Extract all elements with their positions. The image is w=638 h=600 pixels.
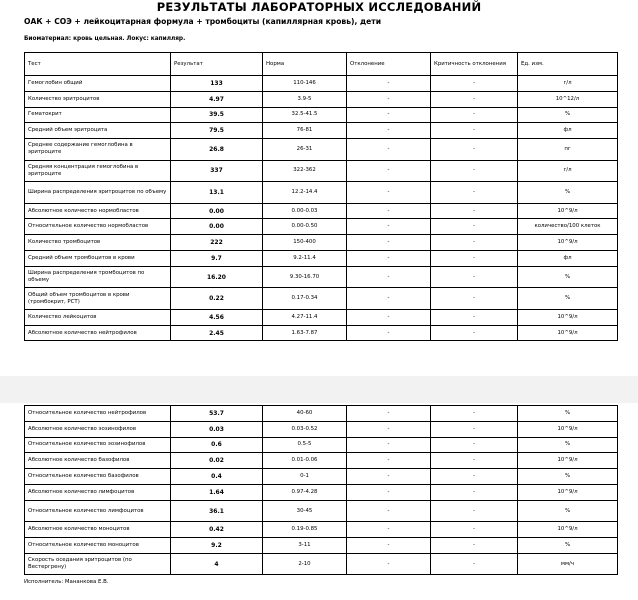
- page-break: [0, 376, 638, 403]
- results-table-part-2: [24, 405, 618, 575]
- cell-criticality: -: [431, 160, 518, 182]
- cell-unit: 10^9/л: [518, 325, 618, 341]
- table-row: [25, 251, 618, 267]
- table-row: [25, 553, 618, 575]
- cell-criticality: -: [431, 309, 518, 325]
- table-header-row: [25, 53, 618, 76]
- cell-result: 9.2: [171, 538, 263, 554]
- cell-criticality: -: [431, 182, 518, 204]
- cell-test: Абсолютное количество лимфоцитов: [25, 484, 171, 500]
- cell-test: Ширина распределения тромбоцитов по объему: [25, 266, 171, 288]
- cell-result: 337: [171, 160, 263, 182]
- cell-norm: 0-1: [263, 469, 347, 485]
- cell-test: Относительное количество эозинофилов: [25, 437, 171, 453]
- cell-criticality: -: [431, 538, 518, 554]
- cell-deviation: -: [347, 500, 431, 522]
- cell-criticality: -: [431, 325, 518, 341]
- cell-deviation: -: [347, 107, 431, 123]
- cell-criticality: -: [431, 123, 518, 139]
- cell-test: Абсолютное количество моноцитов: [25, 522, 171, 538]
- cell-norm: 32.5-41.5: [263, 107, 347, 123]
- cell-test: Абсолютное количество базофилов: [25, 453, 171, 469]
- cell-deviation: -: [347, 219, 431, 235]
- cell-criticality: -: [431, 553, 518, 575]
- cell-deviation: -: [347, 235, 431, 251]
- cell-criticality: -: [431, 406, 518, 422]
- cell-unit: пг: [518, 139, 618, 161]
- table-row: [25, 437, 618, 453]
- cell-criticality: -: [431, 421, 518, 437]
- cell-result: 4: [171, 553, 263, 575]
- cell-criticality: -: [431, 139, 518, 161]
- cell-test: Количество тромбоцитов: [25, 235, 171, 251]
- cell-norm: 26-31: [263, 139, 347, 161]
- cell-deviation: -: [347, 325, 431, 341]
- cell-test: Относительное количество лимфоцитов: [25, 500, 171, 522]
- cell-criticality: -: [431, 76, 518, 92]
- table-row: [25, 266, 618, 288]
- cell-unit: %: [518, 266, 618, 288]
- cell-deviation: -: [347, 288, 431, 310]
- cell-test: Абсолютное количество эозинофилов: [25, 421, 171, 437]
- cell-norm: 322-362: [263, 160, 347, 182]
- cell-deviation: -: [347, 251, 431, 267]
- cell-criticality: -: [431, 219, 518, 235]
- cell-deviation: -: [347, 484, 431, 500]
- cell-unit: 10^9/л: [518, 522, 618, 538]
- cell-test: Средняя концентрация гемоглобина в эритроците: [25, 160, 171, 182]
- cell-result: 79.5: [171, 123, 263, 139]
- cell-norm: 110-146: [263, 76, 347, 92]
- cell-result: 53.7: [171, 406, 263, 422]
- results-table-part-1: [24, 52, 618, 341]
- cell-test: Средний объем эритроцита: [25, 123, 171, 139]
- cell-unit: %: [518, 406, 618, 422]
- cell-result: 9.7: [171, 251, 263, 267]
- cell-unit: 10^9/л: [518, 421, 618, 437]
- table-row: [25, 325, 618, 341]
- cell-norm: 76-81: [263, 123, 347, 139]
- column-header-norm: Норма: [263, 53, 347, 76]
- cell-deviation: -: [347, 91, 431, 107]
- cell-norm: 1.63-7.87: [263, 325, 347, 341]
- column-header-deviation: Отклонение: [347, 53, 431, 76]
- cell-norm: 0.17-0.34: [263, 288, 347, 310]
- cell-deviation: -: [347, 160, 431, 182]
- cell-result: 222: [171, 235, 263, 251]
- cell-unit: 10^9/л: [518, 203, 618, 219]
- table-row: [25, 469, 618, 485]
- cell-deviation: -: [347, 123, 431, 139]
- cell-deviation: -: [347, 453, 431, 469]
- cell-criticality: -: [431, 251, 518, 267]
- column-header-test: Тест: [25, 53, 171, 76]
- cell-norm: 30-45: [263, 500, 347, 522]
- cell-criticality: -: [431, 91, 518, 107]
- cell-unit: 10^9/л: [518, 453, 618, 469]
- table-row: [25, 76, 618, 92]
- cell-deviation: -: [347, 309, 431, 325]
- cell-result: 0.6: [171, 437, 263, 453]
- cell-test: Средний объем тромбоцитов в крови: [25, 251, 171, 267]
- cell-norm: 0.97-4.28: [263, 484, 347, 500]
- cell-test: Ширина распределения эритроцитов по объему: [25, 182, 171, 204]
- cell-unit: %: [518, 288, 618, 310]
- table-row: [25, 500, 618, 522]
- cell-unit: г/л: [518, 160, 618, 182]
- table-row: [25, 123, 618, 139]
- cell-deviation: -: [347, 421, 431, 437]
- cell-criticality: -: [431, 235, 518, 251]
- cell-result: 0.00: [171, 203, 263, 219]
- table-row: [25, 421, 618, 437]
- biomaterial-line: Биоматериал: кровь цельная. Локус: капилляр.: [24, 36, 186, 42]
- cell-result: 0.02: [171, 453, 263, 469]
- cell-unit: %: [518, 538, 618, 554]
- cell-test: Общий объем тромбоцитов в крови (тромбокрит, PCT): [25, 288, 171, 310]
- cell-norm: 3.9-5: [263, 91, 347, 107]
- cell-result: 1.64: [171, 484, 263, 500]
- cell-unit: 10^9/л: [518, 235, 618, 251]
- table-row: [25, 182, 618, 204]
- cell-unit: %: [518, 500, 618, 522]
- cell-unit: 10^9/л: [518, 309, 618, 325]
- table-row: [25, 91, 618, 107]
- cell-unit: %: [518, 469, 618, 485]
- cell-criticality: -: [431, 107, 518, 123]
- cell-norm: 9.30-16.70: [263, 266, 347, 288]
- cell-criticality: -: [431, 522, 518, 538]
- cell-unit: г/л: [518, 76, 618, 92]
- column-header-unit: Ед. изм.: [518, 53, 618, 76]
- cell-test: Среднее содержание гемоглобина в эритроците: [25, 139, 171, 161]
- cell-result: 0.4: [171, 469, 263, 485]
- cell-norm: 0.5-5: [263, 437, 347, 453]
- cell-unit: 10^12/л: [518, 91, 618, 107]
- cell-criticality: -: [431, 266, 518, 288]
- table-row: [25, 538, 618, 554]
- cell-unit: мм/ч: [518, 553, 618, 575]
- cell-deviation: -: [347, 437, 431, 453]
- cell-norm: 0.19-0.85: [263, 522, 347, 538]
- cell-criticality: -: [431, 469, 518, 485]
- cell-result: 36.1: [171, 500, 263, 522]
- cell-deviation: -: [347, 182, 431, 204]
- table-row: [25, 203, 618, 219]
- cell-test: Относительное количество базофилов: [25, 469, 171, 485]
- cell-deviation: -: [347, 203, 431, 219]
- cell-result: 133: [171, 76, 263, 92]
- cell-norm: 150-400: [263, 235, 347, 251]
- table-row: [25, 160, 618, 182]
- cell-norm: 0.03-0.52: [263, 421, 347, 437]
- cell-norm: 0.01-0.06: [263, 453, 347, 469]
- cell-test: Относительное количество моноцитов: [25, 538, 171, 554]
- cell-result: 0.03: [171, 421, 263, 437]
- cell-result: 0.00: [171, 219, 263, 235]
- cell-norm: 12.2-14.4: [263, 182, 347, 204]
- cell-result: 26.8: [171, 139, 263, 161]
- cell-unit: количество/100 клеток: [518, 219, 618, 235]
- table-row: [25, 219, 618, 235]
- cell-deviation: -: [347, 522, 431, 538]
- cell-deviation: -: [347, 553, 431, 575]
- cell-unit: 10^9/л: [518, 484, 618, 500]
- column-header-criticality: Критичность отклонения: [431, 53, 518, 76]
- cell-result: 4.56: [171, 309, 263, 325]
- analysis-subtitle: ОАК + СОЭ + лейкоцитарная формула + тромбоциты (капиллярная кровь), дети: [24, 17, 382, 26]
- table-row: [25, 309, 618, 325]
- cell-deviation: -: [347, 469, 431, 485]
- cell-result: 13.1: [171, 182, 263, 204]
- cell-unit: фл: [518, 123, 618, 139]
- table-row: [25, 288, 618, 310]
- cell-test: Относительное количество нормобластов: [25, 219, 171, 235]
- cell-unit: %: [518, 107, 618, 123]
- cell-unit: фл: [518, 251, 618, 267]
- cell-norm: 3-11: [263, 538, 347, 554]
- cell-norm: 9.2-11.4: [263, 251, 347, 267]
- cell-unit: %: [518, 182, 618, 204]
- cell-test: Абсолютное количество нормобластов: [25, 203, 171, 219]
- cell-test: Количество лейкоцитов: [25, 309, 171, 325]
- cell-test: Гемоглобин общий: [25, 76, 171, 92]
- table-row: [25, 484, 618, 500]
- cell-norm: 40-60: [263, 406, 347, 422]
- cell-norm: 4.27-11.4: [263, 309, 347, 325]
- cell-result: 39.5: [171, 107, 263, 123]
- cell-test: Гематокрит: [25, 107, 171, 123]
- cell-criticality: -: [431, 437, 518, 453]
- column-header-result: Результат: [171, 53, 263, 76]
- executor-line: Исполнитель: Мананкова Е.В.: [24, 579, 109, 585]
- cell-deviation: -: [347, 406, 431, 422]
- cell-criticality: -: [431, 453, 518, 469]
- cell-test: Скорость оседания эритроцитов (по Вестергрену): [25, 553, 171, 575]
- cell-result: 4.97: [171, 91, 263, 107]
- cell-deviation: -: [347, 266, 431, 288]
- table-row: [25, 406, 618, 422]
- cell-result: 16.20: [171, 266, 263, 288]
- cell-norm: 0.00-0.03: [263, 203, 347, 219]
- cell-test: Количество эритроцитов: [25, 91, 171, 107]
- cell-norm: 0.00-0.50: [263, 219, 347, 235]
- cell-criticality: -: [431, 203, 518, 219]
- cell-deviation: -: [347, 76, 431, 92]
- cell-test: Абсолютное количество нейтрофилов: [25, 325, 171, 341]
- cell-result: 0.42: [171, 522, 263, 538]
- cell-result: 0.22: [171, 288, 263, 310]
- cell-result: 2.45: [171, 325, 263, 341]
- cell-unit: %: [518, 437, 618, 453]
- cell-norm: 2-10: [263, 553, 347, 575]
- cell-deviation: -: [347, 538, 431, 554]
- report-title: РЕЗУЛЬТАТЫ ЛАБОРАТОРНЫХ ИССЛЕДОВАНИЙ: [156, 0, 482, 14]
- table-row: [25, 139, 618, 161]
- table-row: [25, 235, 618, 251]
- cell-criticality: -: [431, 500, 518, 522]
- cell-criticality: -: [431, 484, 518, 500]
- cell-test: Относительное количество нейтрофилов: [25, 406, 171, 422]
- table-row: [25, 453, 618, 469]
- table-row: [25, 522, 618, 538]
- cell-deviation: -: [347, 139, 431, 161]
- cell-criticality: -: [431, 288, 518, 310]
- table-row: [25, 107, 618, 123]
